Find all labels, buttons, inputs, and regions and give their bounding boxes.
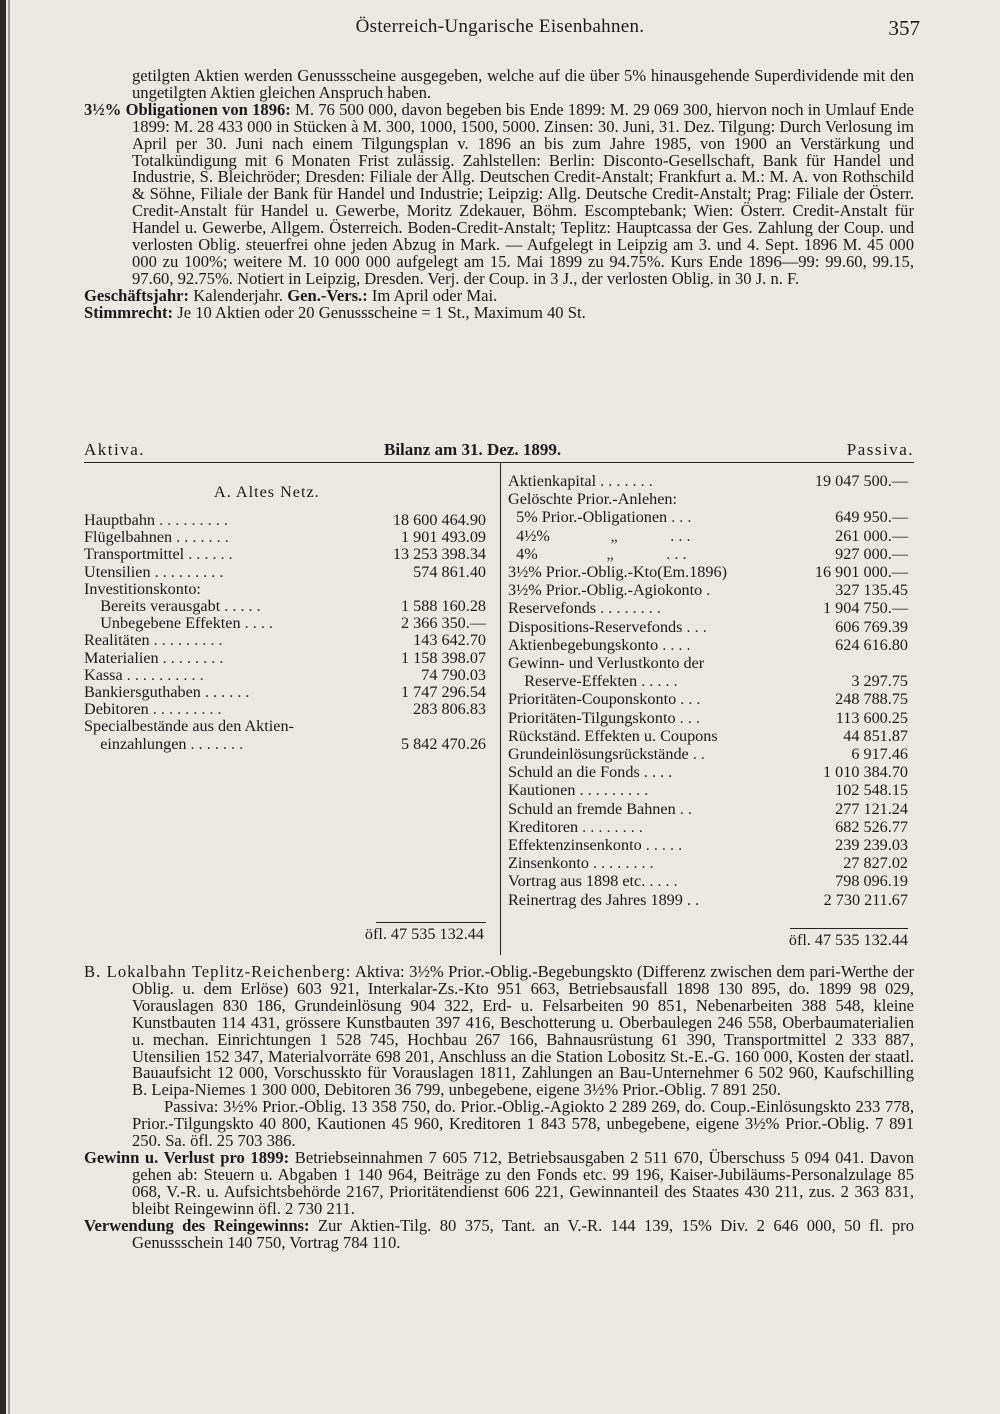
passiva-label: Zinsenkonto (508, 855, 589, 873)
passiva-row (508, 673, 908, 690)
passiva-leader-dots: . . . . (639, 764, 673, 782)
passiva-label: Reservefonds (508, 600, 597, 618)
aktiva-row (84, 650, 486, 667)
passiva-value: 927 000.— (835, 544, 908, 563)
aktiva-value: 18 600 464.90 (392, 511, 486, 529)
aktiva-row (84, 529, 486, 546)
paragraph-obligationen: 3½% Obligationen von 1896: M. 76 500 000, davon begeben bis Ende 1899: M. 29 069 300, hiervon noch in Umlauf Ende 1899: M. 28 433 000 in Stücken à M. 300, 1000, 1500, 5000. Zinsen: 30. Juni, 31. Dez. Tilgung: Durch Verlosung im April per 30. Juni nach einem Tilgungsplan v. 1896 an bis zum Jahre 1985, von 1900 an Verstärkung und Totalkündigung mit 6 Monaten Frist zulässig. Zahlstellen: Berlin: Disconto-Gesellschaft, Bank für Handel und Industrie, S. Bleichröder; Dresden: Filiale der Allg. Deutschen Credit-Anstalt; Frankfurt a. M.: M. A. von Rothschild & Söhne, Filiale der Bank für Handel und Industrie; Leipzig: Allg. Deutsche Credit-Anstalt; Prag: Filiale der Österr. Credit-Anstalt für Handel u. Gewerbe, Moritz Zdekauer, Böhm. Escomptebank; Wien: Österr. Credit-Anstalt für Handel u. Gewerbe, Allgem. Österreich. Boden-Credit-Anstalt; Teplitz: Hauptcassa der Ges. Zahlung der Coup. und verlosten Oblig. steuerfrei ohne jeden Abzug in Mark. — Aufgelegt in Leipzig am 3. und 4. Sept. 1896 M. 45 000 000 zu 100%; weitere M. 10 000 000 aufgelegt am 15. Mai 1899 zu 94.75%. Kurs Ende 1896—99: 99.60, 99.15, 97.60, 92.75%. Notiert in Leipzig, Dresden. Verj. der Coup. in 3 J., der verlosten Oblig. in 30 J. n. F. (84, 99, 914, 288)
passiva-value: 239 239.03 (835, 836, 908, 854)
passiva-row (508, 764, 908, 781)
aktiva-leader-dots: . . . . . . . (186, 735, 244, 753)
passiva-sum-rule (790, 928, 908, 929)
passiva-label: Schuld an die Fonds (508, 764, 640, 782)
aktiva-leader-dots: . . . . . . (184, 546, 233, 564)
aktiva-value: 5 842 470.26 (401, 734, 486, 753)
passiva-leader-dots: . . . . . . . . (596, 600, 661, 618)
passiva-row (508, 619, 908, 636)
passiva-value: 16 901 000.— (814, 563, 908, 581)
passiva-row (508, 691, 908, 708)
passiva-leader-dots: . . . . . (637, 673, 678, 691)
passiva-value: 19 047 500.— (814, 472, 908, 490)
passiva-label: 3½% Prior.-Oblig.-Kto(Em.1896) (508, 564, 727, 581)
aktiva-row (84, 564, 486, 581)
passiva-row (508, 564, 908, 581)
passiva-leader-dots: . . . . (645, 873, 678, 891)
passiva-value: 44 851.87 (843, 726, 908, 745)
passiva-leader-dots: . . . (675, 709, 700, 727)
passiva-row (508, 855, 908, 872)
passiva-label: Gewinn- und Verlustkonto der (508, 655, 705, 672)
passiva-row (508, 655, 908, 672)
aktiva-row (84, 615, 486, 632)
heading-gewinn-verlust: Gewinn u. Verlust pro 1899: (84, 1147, 290, 1167)
passiva-label: Vortrag aus 1898 etc. (508, 873, 646, 891)
passiva-row (508, 491, 908, 508)
passiva-value: 248 788.75 (835, 690, 908, 709)
passiva-leader-dots: . . . (682, 618, 707, 636)
paragraph-gewinn-verlust: Gewinn u. Verlust pro 1899: Betriebseinnahmen 7 605 712, Betriebsausgaben 2 511 670, Überschuss 5 094 041. Davon gehen ab: Steuern u. Abgaben 1 140 964, Beiträge zu den Fonds etc. 99 196, Kaiser-Jubiläums-Personalzulage 85 068, V.-R. u. Aufsichtsbehörde 2167, Prioritätendienst 606 221, Gewinnanteil des Staates 430 211, zus. 2 363 831, bleibt Reingewinn öfl. 2 730 211. (84, 1147, 915, 1218)
aktiva-value: 1 747 296.54 (401, 683, 486, 701)
aktiva-leader-dots: . . . . . . (200, 684, 250, 701)
aktiva-leader-dots: . . . . . . . . . (149, 632, 223, 650)
aktiva-value: 1 158 398.07 (401, 648, 486, 667)
passiva-leader-dots: „ . . . (549, 527, 691, 545)
passiva-label: Effektenzinsenkonto (508, 837, 642, 854)
aktiva-value: 574 861.40 (413, 562, 486, 581)
aktiva-row (84, 598, 486, 615)
aktiva-leader-dots: . . . . . . . (172, 529, 229, 547)
passiva-value: 113 600.25 (835, 708, 908, 727)
passiva-row (508, 746, 908, 763)
passiva-leader-dots: . . . (667, 509, 692, 527)
aktiva-sum-rule (376, 922, 486, 923)
passiva-label: 5% Prior.-Obligationen (508, 509, 668, 527)
passiva-label: Kreditoren (508, 818, 579, 836)
aktiva-value: 143 642.70 (413, 631, 486, 650)
aktiva-leader-dots: . . . . (240, 615, 273, 633)
bilanz-top-rule (84, 462, 914, 463)
page-header (80, 16, 920, 46)
passiva-leader-dots: . . . . . . . . (588, 855, 654, 873)
passiva-value: 798 096.19 (835, 872, 908, 891)
passiva-row (508, 873, 908, 890)
paragraph-lokalbahn-passiva: Passiva: 3½% Prior.-Oblig. 13 358 750, do. Prior.-Oblig.-Agiokto 2 289 269, do. Coup.-Einlösungskto 233 778, Prior.-Tilgungskto 40 800, Kautionen 45 960, Kreditoren 1 843 578, unbegebene, eigene 3½% Prior.-Oblig. 7 891 250. Sa. öfl. 25 703 386. (132, 1097, 914, 1151)
passiva-leader-dots: . . . . . . . (596, 473, 653, 490)
passiva-row (508, 819, 908, 836)
lokalbahn-text (84, 964, 914, 1251)
bilanz-title: Bilanz am 31. Dez. 1899. (384, 440, 562, 459)
bilanz-center-rule (500, 463, 501, 955)
passiva-label: Prioritäten-Tilgungskonto (508, 709, 676, 727)
aktiva-label: Hauptbahn (84, 512, 156, 529)
passiva-value: 682 526.77 (835, 817, 908, 836)
aktiva-total: öfl. 47 535 132.44 (364, 925, 484, 943)
passiva-label: Gelöschte Prior.-Anlehen: (508, 491, 678, 509)
passiva-value: 1 010 384.70 (823, 763, 908, 782)
passiva-label: Prioritäten-Couponskonto (508, 691, 677, 709)
aktiva-value: 1 901 493.09 (401, 528, 486, 547)
paragraph-verwendung: Verwendung des Reingewinns: Zur Aktien-Tilg. 80 375, Tant. an V.-R. 144 139, 15% Div. 2 646 000, 50 fl. pro Genussschein 140 750, Vortrag 784 110. (84, 1215, 914, 1252)
passiva-label: Dispositions-Reservefonds (508, 618, 683, 636)
aktiva-section-heading: A. Altes Netz. (214, 484, 320, 501)
passiva-row (508, 892, 908, 909)
passiva-row (508, 728, 908, 745)
aktiva-label: Specialbestände aus den Aktien- (84, 718, 294, 736)
aktiva-label: Unbegebene Effekten (84, 615, 241, 633)
passiva-row (508, 801, 908, 818)
aktiva-label: Bankiersguthaben (84, 684, 201, 701)
aktiva-label: Utensilien (84, 563, 151, 581)
passiva-leader-dots: . . (688, 746, 705, 763)
passiva-value: 6 917.46 (851, 745, 908, 763)
passiva-row (508, 782, 908, 799)
passiva-value: 2 730 211.67 (823, 890, 908, 909)
aktiva-row (84, 512, 486, 529)
passiva-row (508, 837, 908, 854)
passiva-leader-dots: . . . . . . . . . (575, 782, 649, 800)
aktiva-value: 74 790.03 (421, 665, 486, 684)
aktiva-row (84, 684, 486, 701)
aktiva-row (84, 736, 486, 753)
paragraph-geschaeftsjahr: Geschäftsjahr: Kalenderjahr. Gen.-Vers.: Im April oder Mai. (84, 285, 498, 305)
bilanz-header (84, 440, 914, 460)
paragraph-stimmrecht: Stimmrecht: Je 10 Aktien oder 20 Genussscheine = 1 St., Maximum 40 St. (84, 302, 586, 322)
passiva-row (508, 473, 908, 490)
passiva-label: 4½% (508, 527, 550, 545)
aktiva-row (84, 701, 486, 718)
paragraph-lokalbahn-aktiva: B. Lokalbahn Teplitz-Reichenberg: Aktiva: 3½% Prior.-Oblig.-Begebungskto (Differenz zwischen dem pari-Werthe der Oblig. u. dem Erlöse) 603 921, Interkalar-Zs.-Kto 951 663, Betriebsausfall 1898 130 895, do. 1899 98 029, Vorauslagen 830 186, Grundeinlösung 904 322, Erd- u. Felsarbeiten 90 851, Nebenarbeiten 388 548, kleine Kunstbauten 114 431, grössere Kunstbauten 397 416, Beschotterung u. Oberbaulegen 246 558, Oberbaumaterialien u. mechan. Einrichtungen 1 528 745, Hochbau 267 166, Bahnausrüstung 61 390, Transportmittel 2 333 887, Utensilien 152 347, Materialvorräte 698 201, Anschluss an die Station Lobositz St.-E.-G. 160 000, Kosten der staatl. Bauaufsicht 12 000, Vorschusskto für Vorauslagen 1811, Zahlungen an Bau-Unternehmer 6 502 960, Kaufschilling B. Leipa-Niemes 1 300 000, Debitoren 36 799, unbegebene, eigene 3½% Prior.-Oblig. 7 891 250. (84, 962, 914, 1100)
aktiva-row (84, 718, 486, 735)
passiva-row (508, 582, 908, 599)
aktiva-leader-dots: . . . . . . . . . . (122, 666, 204, 684)
passiva-row (508, 509, 908, 526)
aktiva-label: Realitäten (84, 632, 150, 650)
aktiva-value: 2 366 350.— (401, 614, 486, 633)
passiva-leader-dots: . . . (676, 691, 701, 709)
passiva-label: Aktienkapital (508, 473, 597, 490)
passiva-value: 27 827.02 (843, 854, 908, 873)
heading-stimmrecht: Stimmrecht: (84, 302, 174, 322)
aktiva-leader-dots: . . . . . . . . . (148, 701, 222, 719)
aktiva-value: 1 588 160.28 (401, 597, 486, 615)
heading-geschaeftsjahr: Geschäftsjahr: (84, 285, 190, 305)
passiva-leader-dots: . . . . . . . . (578, 818, 643, 836)
passiva-label: 3½% Prior.-Oblig.-Agiokonto (508, 582, 703, 600)
passiva-leader-dots: . (702, 582, 711, 600)
passiva-value: 327 135.45 (835, 581, 908, 600)
heading-obligationen: 3½% Obligationen von 1896: (84, 99, 291, 119)
aktiva-row (84, 632, 486, 649)
passiva-leader-dots: . . (675, 800, 692, 818)
aktiva-label: Transportmittel (84, 546, 185, 564)
passiva-value: 102 548.15 (835, 781, 908, 800)
passiva-leader-dots: „ . . . (537, 545, 687, 563)
passiva-value: 3 297.75 (851, 672, 908, 691)
aktiva-leader-dots: . . . . . (220, 598, 261, 615)
passiva-total: öfl. 47 535 132.44 (788, 931, 908, 949)
aktiva-leader-dots: . . . . . . . . . (150, 563, 224, 581)
passiva-row (508, 710, 908, 727)
page-edge (0, 0, 6, 1414)
passiva-label: Schuld an fremde Bahnen (508, 800, 676, 818)
passiva-row (508, 637, 908, 654)
aktiva-label: Flügelbahnen (84, 529, 173, 547)
page-edge-shadow (8, 0, 10, 1414)
aktiva-label: Aktiva. (84, 440, 146, 459)
aktiva-label: Debitoren (84, 701, 149, 719)
aktiva-label: einzahlungen (84, 735, 187, 753)
aktiva-row (84, 581, 486, 598)
passiva-value: 606 769.39 (835, 617, 908, 636)
passiva-label: Reserve-Effekten (508, 673, 638, 691)
passiva-row (508, 528, 908, 545)
aktiva-value: 283 806.83 (413, 700, 486, 719)
passiva-label: 4% (508, 545, 538, 563)
running-title: Österreich-Ungarische Eisenbahnen. (355, 16, 645, 37)
passiva-row (508, 600, 908, 617)
passiva-value: 624 616.80 (835, 635, 908, 654)
passiva-label: Aktienbegebungskonto (508, 636, 659, 654)
passiva-label: Rückständ. Effekten u. Coupons (508, 727, 718, 745)
aktiva-row (84, 667, 486, 684)
heading-lokalbahn: B. Lokalbahn Teplitz-Reichenberg: (84, 962, 352, 981)
heading-verwendung: Verwendung des Reingewinns: (84, 1215, 310, 1235)
passiva-value: 261 000.— (835, 526, 908, 545)
passiva-label: Passiva. (846, 440, 914, 459)
aktiva-label: Investitionskonto: (84, 580, 201, 598)
heading-gen-vers: Gen.-Vers.: (287, 285, 368, 305)
passiva-value: 1 904 750.— (823, 599, 908, 618)
aktiva-leader-dots: . . . . . . . . . (155, 512, 228, 529)
passiva-label: Reinertrag des Jahres 1899 (508, 891, 683, 909)
paragraph-tilgung: getilgten Aktien werden Genussscheine ausgegeben, welche auf die über 5% hinausgehende Superdividende mit den ungetilgten Aktien gleichen Anspruch haben. (132, 66, 914, 102)
aktiva-leader-dots: . . . . . . . . (158, 649, 224, 667)
passiva-label: Grundeinlösungsrückstände (508, 746, 689, 763)
aktiva-label: Materialien (84, 649, 159, 667)
passiva-row (508, 546, 908, 563)
passiva-leader-dots: . . . . . (641, 837, 683, 854)
page-number: 357 (888, 16, 920, 40)
passiva-leader-dots: . . (682, 891, 700, 909)
intro-text (84, 68, 914, 322)
passiva-leader-dots: . . . . (658, 636, 691, 654)
aktiva-row (84, 546, 486, 563)
aktiva-value: 13 253 398.34 (392, 545, 486, 564)
passiva-label: Kautionen (508, 782, 576, 800)
passiva-value: 277 121.24 (835, 799, 908, 818)
aktiva-label: Bereits verausgabt (84, 598, 221, 615)
aktiva-label: Kassa (84, 666, 123, 684)
passiva-value: 649 950.— (835, 508, 908, 527)
